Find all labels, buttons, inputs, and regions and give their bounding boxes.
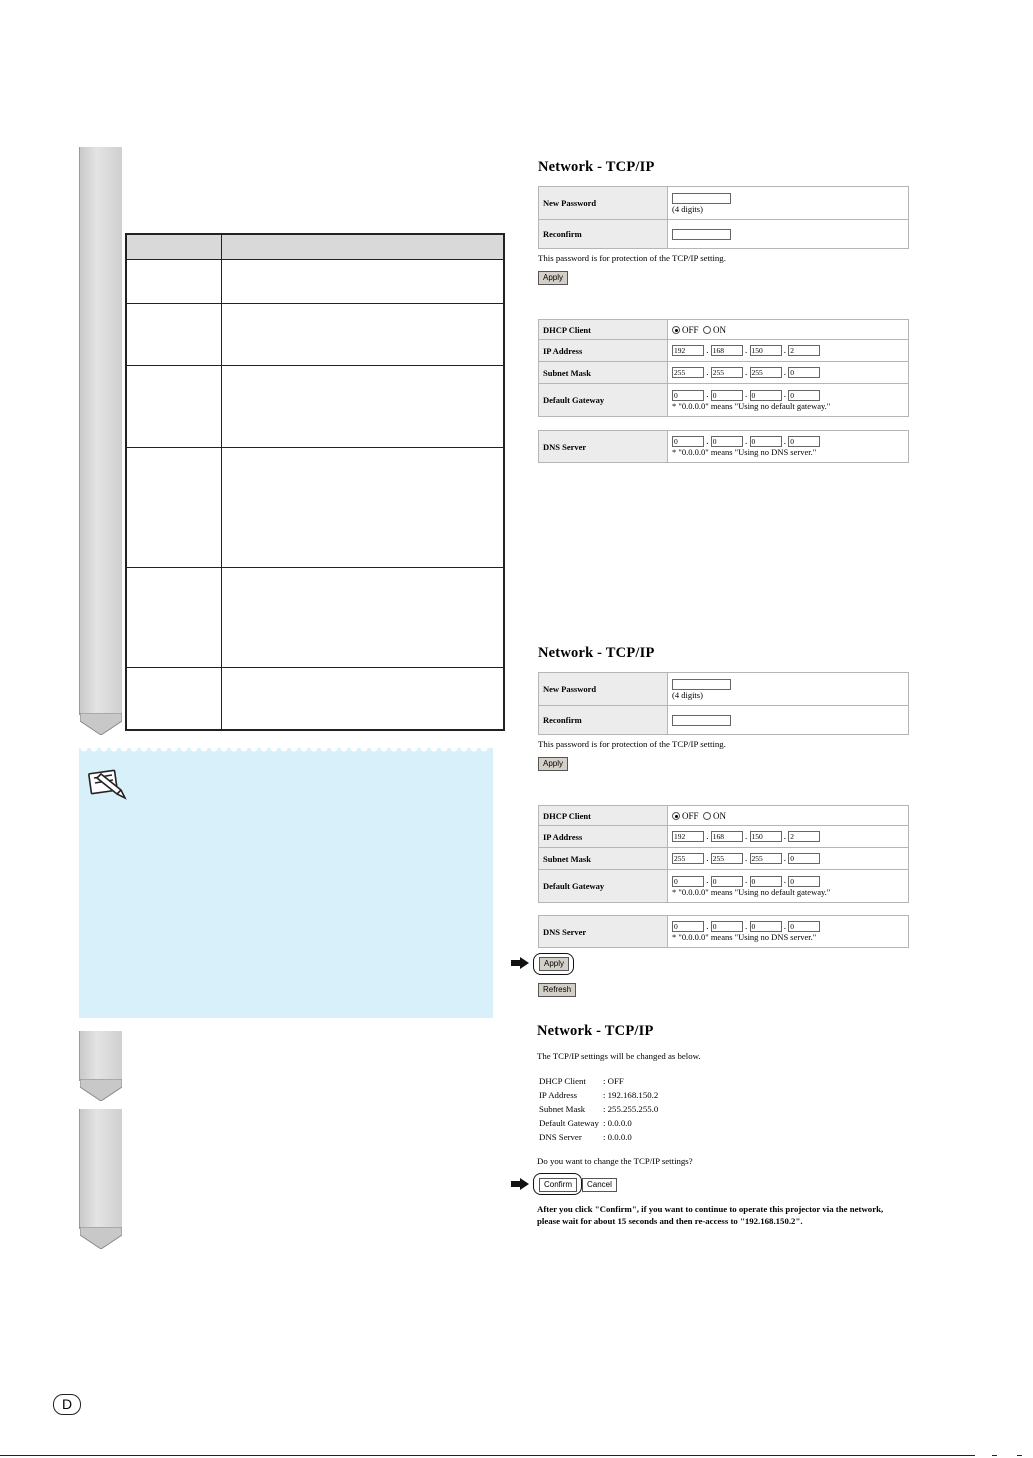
subnet-field-4[interactable]: 0 xyxy=(788,367,820,378)
dhcp-off-label: OFF xyxy=(682,810,699,821)
gateway-field-2[interactable]: 0 xyxy=(711,390,743,401)
ip-field-4[interactable]: 2 xyxy=(788,831,820,842)
dns-field-1[interactable]: 0 xyxy=(672,436,704,447)
footer-rule xyxy=(0,1455,975,1456)
confirm-button[interactable]: Confirm xyxy=(539,1178,577,1192)
summary-subnet-label: Subnet Mask xyxy=(539,1104,586,1114)
reconfirm-label: Reconfirm xyxy=(539,220,668,249)
gateway-label: Default Gateway xyxy=(539,384,668,417)
refresh-button[interactable]: Refresh xyxy=(538,983,576,997)
table-header-cell xyxy=(126,234,222,260)
settings-description-table xyxy=(125,233,505,731)
table-cell xyxy=(126,448,222,568)
right-arrow-icon xyxy=(511,1178,529,1190)
ip-field-1[interactable]: 192 xyxy=(672,345,704,356)
table-cell xyxy=(126,260,222,304)
subnet-field-1[interactable]: 255 xyxy=(672,853,704,864)
panel2-password-form xyxy=(538,672,909,735)
panel1-password-form xyxy=(538,186,909,249)
subnet-field-3[interactable]: 255 xyxy=(750,853,782,864)
subnet-field-1[interactable]: 255 xyxy=(672,367,704,378)
password-note: This password is for protection of the TCP/IP setting. xyxy=(538,253,726,263)
new-password-field[interactable] xyxy=(672,679,731,690)
gateway-note: * "0.0.0.0" means "Using no default gateway." xyxy=(672,886,831,897)
table-cell xyxy=(126,668,222,730)
dns-field-3[interactable]: 0 xyxy=(750,436,782,447)
dns-field-2[interactable]: 0 xyxy=(711,921,743,932)
summary-gateway-label: Default Gateway xyxy=(539,1118,599,1128)
cancel-button[interactable]: Cancel xyxy=(582,1178,617,1192)
right-arrow-icon xyxy=(511,957,529,969)
summary-gateway-value: : 0.0.0.0 xyxy=(603,1118,632,1128)
subnet-label: Subnet Mask xyxy=(539,848,668,870)
confirm-warning-line2: please wait for about 15 seconds and then re-access to "192.168.150.2". xyxy=(537,1216,803,1226)
ip-field-3[interactable]: 150 xyxy=(750,345,782,356)
digits-hint: (4 digits) xyxy=(672,689,703,700)
summary-ip-label: IP Address xyxy=(539,1090,578,1100)
password-note: This password is for protection of the TCP/IP setting. xyxy=(538,739,726,749)
apply-button[interactable]: Apply xyxy=(538,757,568,771)
subnet-field-2[interactable]: 255 xyxy=(711,367,743,378)
ip-label: IP Address xyxy=(539,340,668,362)
subnet-field-2[interactable]: 255 xyxy=(711,853,743,864)
note-box xyxy=(79,748,493,1018)
summary-dns-label: DNS Server xyxy=(539,1132,582,1142)
dns-field-2[interactable]: 0 xyxy=(711,436,743,447)
gateway-label: Default Gateway xyxy=(539,870,668,903)
dns-field-3[interactable]: 0 xyxy=(750,921,782,932)
dns-note: * "0.0.0.0" means "Using no DNS server." xyxy=(672,447,817,458)
ip-field-2[interactable]: 168 xyxy=(711,345,743,356)
apply-submit-button[interactable]: Apply xyxy=(539,957,569,971)
dns-field-1[interactable]: 0 xyxy=(672,921,704,932)
dhcp-label: DHCP Client xyxy=(539,806,668,826)
table-cell xyxy=(126,304,222,366)
table-cell xyxy=(126,568,222,668)
dns-label: DNS Server xyxy=(539,916,668,948)
confirm-intro: The TCP/IP settings will be changed as below. xyxy=(537,1051,701,1061)
step-bar-3 xyxy=(79,1109,122,1229)
reconfirm-label: Reconfirm xyxy=(539,706,668,735)
new-password-label: New Password xyxy=(539,187,668,220)
dns-field-4[interactable]: 0 xyxy=(788,436,820,447)
panel1-dns-form: DNS Server 0 . 0 . 0 . 0 * "0.0.0.0" means "Using no DNS server." xyxy=(538,430,909,463)
digits-hint: (4 digits) xyxy=(672,203,703,214)
dhcp-on-radio[interactable] xyxy=(703,326,711,334)
summary-subnet-value: : 255.255.255.0 xyxy=(603,1104,659,1114)
panel2-dns-form: DNS Server 0 . 0 . 0 . 0 * "0.0.0.0" means "Using no DNS server." xyxy=(538,915,909,948)
dns-label: DNS Server xyxy=(539,431,668,463)
subnet-field-3[interactable]: 255 xyxy=(750,367,782,378)
table-cell xyxy=(222,366,505,448)
table-header-cell xyxy=(222,234,505,260)
ip-field-1[interactable]: 192 xyxy=(672,831,704,842)
dhcp-on-label: ON xyxy=(713,810,727,821)
gateway-note: * "0.0.0.0" means "Using no default gateway." xyxy=(672,400,831,411)
summary-dhcp-label: DHCP Client xyxy=(539,1076,586,1086)
new-password-field[interactable] xyxy=(672,193,731,204)
reconfirm-field[interactable] xyxy=(672,229,731,240)
apply-button[interactable]: Apply xyxy=(538,271,568,285)
summary-dhcp-value: : OFF xyxy=(603,1076,624,1086)
panel2-title: Network - TCP/IP xyxy=(538,645,655,661)
new-password-label: New Password xyxy=(539,673,668,706)
dhcp-on-label: ON xyxy=(713,324,727,335)
ip-field-2[interactable]: 168 xyxy=(711,831,743,842)
table-cell xyxy=(222,304,505,366)
confirm-warning-line1: After you click "Confirm", if you want to continue to operate this projector via the network, xyxy=(537,1204,884,1214)
pencil-note-icon xyxy=(87,768,131,802)
dns-field-4[interactable]: 0 xyxy=(788,921,820,932)
table-cell xyxy=(222,668,505,730)
gateway-field-3[interactable]: 0 xyxy=(750,390,782,401)
panel2-tcpip-form: DHCP Client OFF ON IP Address 192 . 168 . 150 . 2 Subnet Mask 255 . 255 . 255 . 0 Default Gateway 0 . 0 . 0 . 0 * "0.0.0.0" means "Using no default gateway." xyxy=(538,805,909,903)
gateway-field-1[interactable]: 0 xyxy=(672,876,704,887)
confirm-question: Do you want to change the TCP/IP settings? xyxy=(537,1156,693,1166)
gateway-field-1[interactable]: 0 xyxy=(672,390,704,401)
footer-rule-end xyxy=(1017,1455,1022,1456)
dns-note: * "0.0.0.0" means "Using no DNS server." xyxy=(672,932,817,943)
subnet-label: Subnet Mask xyxy=(539,362,668,384)
ip-field-4[interactable]: 2 xyxy=(788,345,820,356)
footer-rule-end xyxy=(992,1455,997,1456)
page-marker: D xyxy=(53,1394,81,1415)
subnet-field-4[interactable]: 0 xyxy=(788,853,820,864)
table-cell xyxy=(222,568,505,668)
gateway-field-4[interactable]: 0 xyxy=(788,390,820,401)
dhcp-on-radio[interactable] xyxy=(703,812,711,820)
step-bar-2 xyxy=(79,1031,122,1081)
summary-ip-value: : 192.168.150.2 xyxy=(603,1090,659,1100)
panel1-title: Network - TCP/IP xyxy=(538,159,655,175)
ip-field-3[interactable]: 150 xyxy=(750,831,782,842)
dhcp-off-label: OFF xyxy=(682,324,699,335)
gateway-field-3[interactable]: 0 xyxy=(750,876,782,887)
dhcp-off-radio[interactable] xyxy=(672,326,680,334)
gateway-field-4[interactable]: 0 xyxy=(788,876,820,887)
dhcp-label: DHCP Client xyxy=(539,320,668,340)
step-bar-1 xyxy=(79,147,122,715)
panel3-title: Network - TCP/IP xyxy=(537,1023,654,1039)
table-cell xyxy=(222,448,505,568)
reconfirm-field[interactable] xyxy=(672,715,731,726)
summary-dns-value: : 0.0.0.0 xyxy=(603,1132,632,1142)
dhcp-off-radio[interactable] xyxy=(672,812,680,820)
panel1-tcpip-form: DHCP Client OFF ON IP Address 192 . 168 . 150 . 2 Subnet Mask 255 . 255 . 255 . 0 Default Gateway 0 . 0 . 0 . 0 * "0.0.0.0" means "Using no default gateway." xyxy=(538,319,909,417)
ip-label: IP Address xyxy=(539,826,668,848)
gateway-field-2[interactable]: 0 xyxy=(711,876,743,887)
table-cell xyxy=(126,366,222,448)
table-cell xyxy=(222,260,505,304)
